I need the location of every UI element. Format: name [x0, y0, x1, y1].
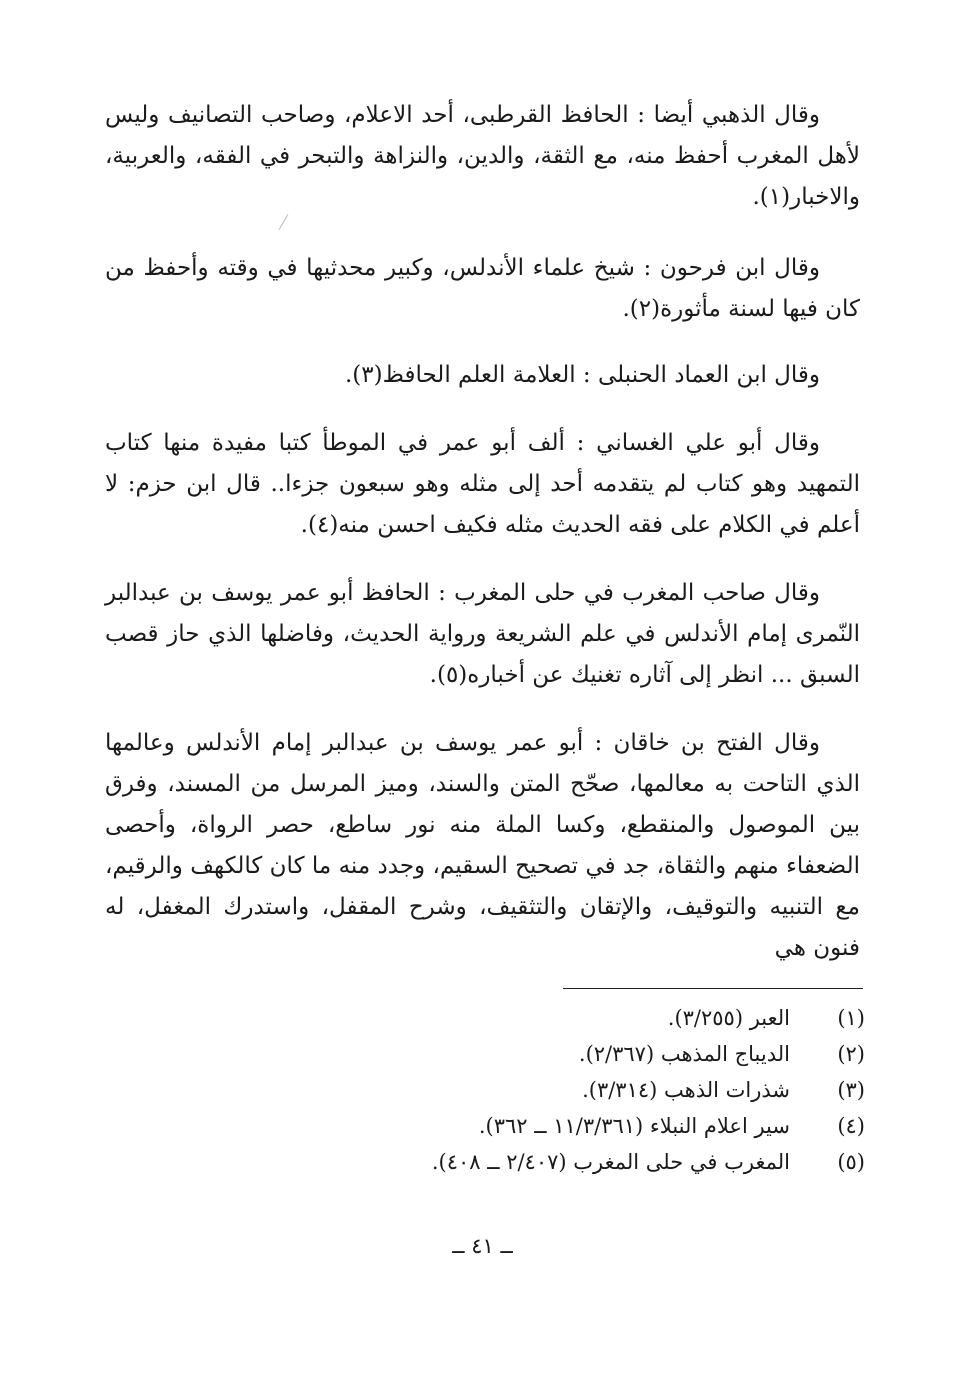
page-number: ــ ٤١ ــ — [452, 1234, 513, 1258]
footnote-text: شذرات الذهب (٣/٣١٤). — [582, 1078, 790, 1102]
footnote-number: (٥) — [837, 1150, 865, 1174]
footnote-text: المغرب في حلى المغرب (٢/٤٠٧ ــ ٤٠٨). — [431, 1150, 790, 1174]
footnote-divider — [563, 988, 863, 989]
footnote-item — [300, 1108, 865, 1144]
footnote-text: سير اعلام النبلاء (١١/٣/٣٦١ ــ ٣٦٢). — [478, 1114, 790, 1138]
footnote-number: (٣) — [837, 1078, 865, 1102]
paragraph-ghassani: وقال أبو علي الغساني : ألف أبو عمر في الموطأ كتبا مفيدة منها كتاب التمهيد وهو كتاب لم يتقدمه أحد إلى مثله وهو سبعون جزءا.. قال ابن حزم: لا أعلم في الكلام على فقه الحديث مثله فكيف احسن منه(٤). — [105, 430, 860, 538]
footnote-item — [300, 1036, 865, 1072]
footnote-item — [300, 1144, 865, 1180]
footnote-text: العبر (٣/٢٥٥). — [667, 1006, 790, 1030]
paragraph-dhahabi: وقال الذهبي أيضا : الحافظ القرطبى، أحد الاعلام، وصاحب التصانيف وليس لأهل المغرب أحفظ منه، مع الثقة، والدين، والنزاهة والتبحر في الفقه، والعربية، والاخبار(١). — [105, 102, 860, 210]
paragraph-maghrib: وقال صاحب المغرب في حلى المغرب : الحافظ أبو عمر يوسف بن عبدالبر النّمرى إمام الأندلس في علم الشريعة ورواية الحديث، وفاضلها الذي حاز قصب السبق ... انظر إلى آثاره تغنيك عن أخباره(٥). — [105, 580, 860, 688]
paragraph-ibn-al-imad: وقال ابن العماد الحنبلى : العلامة العلم الحافظ(٣). — [345, 362, 820, 388]
paragraph-fath-ibn-khaqan: وقال الفتح بن خاقان : أبو عمر يوسف بن عبدالبر إمام الأندلس وعالمها الذي التاحت به معالمها، صحّح المتن والسند، وميز المرسل من المسند، وفرق بين الموصول والمنقطع، وكسا الملة منه نور ساطع، حصر الرواة، وأحصى الضعفاء منهم والثقاة، جد في تصحيح السقيم، وجدد منه ما كان كالكهف والرقيم، مع التنبيه والتوقيف، والإتقان والتثقيف، وشرح المقفل، واستدرك المغفل، له فنون هي — [105, 730, 860, 961]
footnote-number: (٤) — [837, 1114, 865, 1138]
footnote-number: (٢) — [837, 1042, 865, 1066]
footnote-item — [300, 1000, 865, 1036]
footnotes — [300, 1000, 865, 1180]
footnote-item — [300, 1072, 865, 1108]
paragraph-ibn-farhun: وقال ابن فرحون : شيخ علماء الأندلس، وكبير محدثيها في وقته وأحفظ من كان فيها لسنة مأثورة(٢). — [105, 255, 860, 322]
footnote-number: (١) — [837, 1006, 865, 1030]
main-text — [105, 95, 860, 969]
footnote-text: الديباج المذهب (٢/٣٦٧). — [578, 1042, 790, 1066]
